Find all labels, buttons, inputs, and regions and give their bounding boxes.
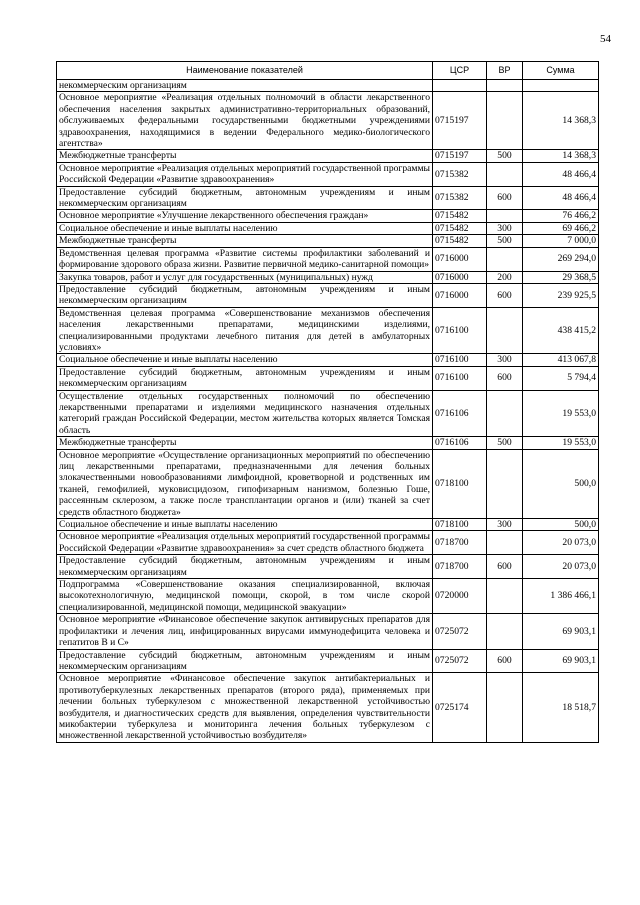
cell-vr: 600 xyxy=(487,186,523,210)
cell-vr: 600 xyxy=(487,366,523,390)
table-row xyxy=(57,150,599,162)
cell-sum: 20 073,0 xyxy=(523,555,599,579)
cell-vr xyxy=(487,247,523,271)
cell-name: Основное мероприятие «Реализация отдельных мероприятий государственной программы Российской Федерации «Развитие здравоохранения» за счет средств областного бюджета xyxy=(57,531,433,555)
table-row xyxy=(57,186,599,210)
cell-csr: 0716000 xyxy=(433,247,487,271)
cell-name: Основное мероприятие «Реализация отдельных полномочий в области лекарственного обеспечения населения закрытых административно-территориальных образований, обслуживаемых федеральными государственными бюджетными учреждениями здравоохранения, находящимися в ведении Федерального медико-биологического агентства» xyxy=(57,92,433,150)
cell-csr: 0715482 xyxy=(433,222,487,234)
table-row xyxy=(57,80,599,92)
table-row xyxy=(57,247,599,271)
cell-sum: 14 368,3 xyxy=(523,150,599,162)
cell-name: Основное мероприятие «Улучшение лекарственного обеспечения граждан» xyxy=(57,210,433,222)
cell-name: Предоставление субсидий бюджетным, автономным учреждениям и иным некоммерческим организациям xyxy=(57,366,433,390)
table-row xyxy=(57,390,599,437)
table-row xyxy=(57,222,599,234)
cell-csr: 0715382 xyxy=(433,186,487,210)
page-number: 54 xyxy=(600,33,611,45)
table-row xyxy=(57,307,599,354)
cell-vr: 300 xyxy=(487,519,523,531)
cell-csr: 0715197 xyxy=(433,150,487,162)
cell-sum: 500,0 xyxy=(523,519,599,531)
table-row xyxy=(57,531,599,555)
cell-name: Предоставление субсидий бюджетным, автономным учреждениям и иным некоммерческим организациям xyxy=(57,555,433,579)
cell-sum: 269 294,0 xyxy=(523,247,599,271)
cell-name: Основное мероприятие «Финансовое обеспечение закупок антивирусных препаратов для профилактики и лечения лиц, инфицированных вирусами иммунодефицита человека и гепатитов В и С» xyxy=(57,614,433,649)
cell-name: Основное мероприятие «Финансовое обеспечение закупок антибактериальных и противотуберкулезных лекарственных препаратов (второго ряда), применяемых при лечении больных туберкулезом с множественной лекарственной устойчивостью возбудителя, и диагностических средств для выявления, определения чувствительности микобактерии туберкулеза и мониторинга лечения больных туберкулезом с множественной лекарственной устойчивостью возбудителя» xyxy=(57,673,433,742)
table-row xyxy=(57,555,599,579)
cell-name: Предоставление субсидий бюджетным, автономным учреждениям и иным некоммерческим организациям xyxy=(57,649,433,673)
cell-name: Социальное обеспечение и иные выплаты населению xyxy=(57,222,433,234)
cell-name: Социальное обеспечение и иные выплаты населению xyxy=(57,519,433,531)
table-row xyxy=(57,519,599,531)
cell-csr: 0720000 xyxy=(433,579,487,614)
table-row xyxy=(57,271,599,283)
budget-table xyxy=(56,61,599,743)
cell-name: Межбюджетные трансферты xyxy=(57,437,433,449)
cell-sum: 413 067,8 xyxy=(523,354,599,366)
cell-csr xyxy=(433,80,487,92)
cell-name: Межбюджетные трансферты xyxy=(57,235,433,247)
cell-vr xyxy=(487,673,523,742)
cell-name: Ведомственная целевая программа «Совершенствование механизмов обеспечения населения лекарственными препаратами, медицинскими изделиями, специализированными продуктами лечебного питания для детей в амбулаторных условиях» xyxy=(57,307,433,354)
cell-name: Предоставление субсидий бюджетным, автономным учреждениям и иным некоммерческим организациям xyxy=(57,283,433,307)
table-row xyxy=(57,162,599,186)
cell-name: Основное мероприятие «Реализация отдельных мероприятий государственной программы Российской Федерации «Развитие здравоохранения» xyxy=(57,162,433,186)
cell-vr xyxy=(487,307,523,354)
cell-csr: 0718100 xyxy=(433,449,487,518)
cell-csr: 0725072 xyxy=(433,614,487,649)
cell-csr: 0718700 xyxy=(433,555,487,579)
cell-sum: 239 925,5 xyxy=(523,283,599,307)
cell-sum: 69 903,1 xyxy=(523,649,599,673)
cell-vr xyxy=(487,210,523,222)
cell-csr: 0716000 xyxy=(433,283,487,307)
cell-sum: 438 415,2 xyxy=(523,307,599,354)
cell-name: Социальное обеспечение и иные выплаты населению xyxy=(57,354,433,366)
cell-name: Осуществление отдельных государственных полномочий по обеспечению лекарственными препаратами и изделиями медицинского назначения отдельных категорий граждан Российской Федерации, местом жительства которых является Томская область xyxy=(57,390,433,437)
cell-vr: 300 xyxy=(487,354,523,366)
cell-vr xyxy=(487,390,523,437)
cell-sum: 19 553,0 xyxy=(523,437,599,449)
cell-vr: 200 xyxy=(487,271,523,283)
cell-vr xyxy=(487,531,523,555)
cell-csr: 0715482 xyxy=(433,210,487,222)
cell-csr: 0716106 xyxy=(433,437,487,449)
table-row xyxy=(57,354,599,366)
cell-csr: 0715382 xyxy=(433,162,487,186)
cell-vr: 600 xyxy=(487,555,523,579)
cell-csr: 0716100 xyxy=(433,366,487,390)
table-header-row xyxy=(57,62,599,80)
table-row xyxy=(57,366,599,390)
table-row xyxy=(57,437,599,449)
cell-sum: 69 903,1 xyxy=(523,614,599,649)
cell-sum: 19 553,0 xyxy=(523,390,599,437)
table-row xyxy=(57,614,599,649)
cell-sum: 76 466,2 xyxy=(523,210,599,222)
cell-sum: 20 073,0 xyxy=(523,531,599,555)
header-sum: Сумма xyxy=(523,62,599,80)
table-row xyxy=(57,649,599,673)
cell-sum xyxy=(523,80,599,92)
cell-csr: 0718700 xyxy=(433,531,487,555)
table-row xyxy=(57,449,599,518)
cell-vr xyxy=(487,614,523,649)
cell-sum: 29 368,5 xyxy=(523,271,599,283)
cell-name: Основное мероприятие «Осуществление организационных мероприятий по обеспечению лиц лекарственными препаратами, предназначенными для лечения больных злокачественными новообразованиями лимфоидной, кроветворной и родственных им тканей, гемофилией, муковисцидозом, гипофизарным нанизмом, болезнью Гоше, рассеянным склерозом, а также после трансплантации органов и (или) тканей за счет средств областного бюджета» xyxy=(57,449,433,518)
cell-csr: 0725072 xyxy=(433,649,487,673)
cell-vr: 600 xyxy=(487,283,523,307)
cell-csr: 0715482 xyxy=(433,235,487,247)
table-row xyxy=(57,235,599,247)
cell-vr xyxy=(487,162,523,186)
cell-csr: 0716100 xyxy=(433,307,487,354)
cell-name: Закупка товаров, работ и услуг для государственных (муниципальных) нужд xyxy=(57,271,433,283)
cell-csr: 0716100 xyxy=(433,354,487,366)
cell-vr: 500 xyxy=(487,150,523,162)
header-csr: ЦСР xyxy=(433,62,487,80)
cell-name: Межбюджетные трансферты xyxy=(57,150,433,162)
cell-sum: 14 368,3 xyxy=(523,92,599,150)
cell-vr: 600 xyxy=(487,649,523,673)
cell-sum: 18 518,7 xyxy=(523,673,599,742)
cell-sum: 1 386 466,1 xyxy=(523,579,599,614)
cell-sum: 48 466,4 xyxy=(523,162,599,186)
table-row xyxy=(57,283,599,307)
cell-name: некоммерческим организациям xyxy=(57,80,433,92)
cell-csr: 0725174 xyxy=(433,673,487,742)
cell-sum: 500,0 xyxy=(523,449,599,518)
table-row xyxy=(57,579,599,614)
cell-vr: 500 xyxy=(487,437,523,449)
header-vr: ВР xyxy=(487,62,523,80)
table-row xyxy=(57,92,599,150)
cell-vr: 500 xyxy=(487,235,523,247)
cell-csr: 0715197 xyxy=(433,92,487,150)
table-row xyxy=(57,210,599,222)
cell-sum: 48 466,4 xyxy=(523,186,599,210)
cell-csr: 0716000 xyxy=(433,271,487,283)
cell-csr: 0716106 xyxy=(433,390,487,437)
cell-name: Предоставление субсидий бюджетным, автономным учреждениям и иным некоммерческим организациям xyxy=(57,186,433,210)
cell-vr xyxy=(487,80,523,92)
table-row xyxy=(57,673,599,742)
cell-sum: 7 000,0 xyxy=(523,235,599,247)
cell-sum: 69 466,2 xyxy=(523,222,599,234)
cell-vr xyxy=(487,449,523,518)
cell-vr xyxy=(487,579,523,614)
cell-name: Ведомственная целевая программа «Развитие системы профилактики заболеваний и формирование здорового образа жизни. Развитие первичной медико-санитарной помощи» xyxy=(57,247,433,271)
cell-sum: 5 794,4 xyxy=(523,366,599,390)
cell-vr: 300 xyxy=(487,222,523,234)
cell-vr xyxy=(487,92,523,150)
cell-csr: 0718100 xyxy=(433,519,487,531)
header-name: Наименование показателей xyxy=(57,62,433,80)
cell-name: Подпрограмма «Совершенствование оказания специализированной, включая высокотехнологичную, медицинской помощи, скорой, в том числе скорой специализированной, медицинской помощи, медицинской эвакуации» xyxy=(57,579,433,614)
